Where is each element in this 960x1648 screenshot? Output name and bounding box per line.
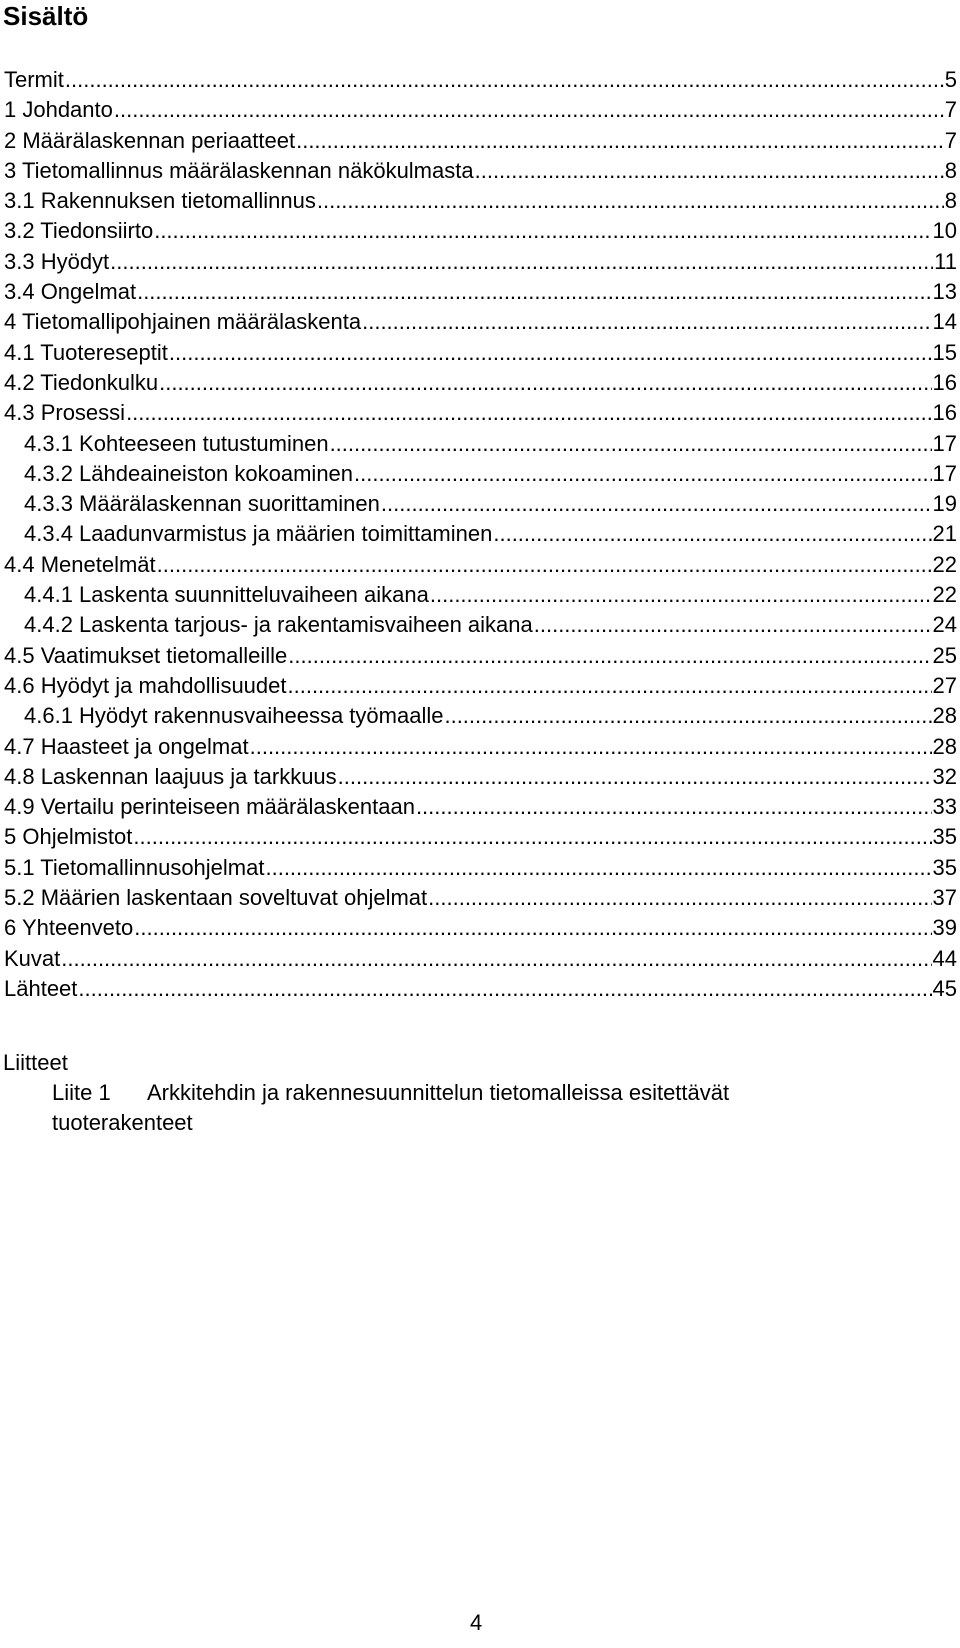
toc-leader-dots bbox=[265, 853, 931, 883]
toc-leader-dots bbox=[137, 277, 931, 307]
toc-entry[interactable] bbox=[4, 65, 957, 95]
appendix-text: Arkkitehdin ja rakennesuunnittelun tietomalleissa esitettävät bbox=[147, 1080, 730, 1105]
toc-leader-dots bbox=[338, 762, 932, 792]
toc-entry-label: 5.1 Tietomallinnusohjelmat bbox=[4, 854, 265, 880]
toc-entry-label: 4.4.1 Laskenta suunnitteluvaiheen aikana bbox=[24, 582, 429, 608]
toc-leader-dots bbox=[430, 580, 932, 610]
toc-leader-dots bbox=[534, 610, 932, 640]
toc-entry-page: 19 bbox=[932, 491, 957, 517]
toc-entry[interactable] bbox=[4, 580, 957, 610]
toc-entry-label: 4 Tietomallipohjainen määrälaskenta bbox=[4, 309, 362, 335]
page-number: 4 bbox=[470, 1610, 483, 1635]
toc-entry-page: 7 bbox=[944, 97, 957, 123]
toc-entry[interactable] bbox=[4, 913, 957, 943]
toc-entry[interactable] bbox=[4, 974, 957, 1004]
toc-entry[interactable] bbox=[4, 489, 957, 519]
toc-entry-page: 17 bbox=[932, 430, 957, 456]
toc-entry-page: 28 bbox=[932, 703, 957, 729]
appendix-item bbox=[52, 1078, 872, 1138]
toc-entry-page: 35 bbox=[932, 824, 957, 850]
toc-entry-label: 1 Johdanto bbox=[4, 97, 113, 123]
toc-entry-label: 4.4.2 Laskenta tarjous- ja rakentamisvaiheen aikana bbox=[24, 612, 533, 638]
toc-entry-page: 7 bbox=[944, 127, 957, 153]
toc-leader-dots bbox=[250, 732, 932, 762]
toc-entry[interactable] bbox=[4, 853, 957, 883]
toc-leader-dots bbox=[133, 822, 931, 852]
toc-entry-page: 14 bbox=[932, 309, 957, 335]
toc-entry-page: 8 bbox=[944, 188, 957, 214]
toc-entry[interactable] bbox=[4, 126, 957, 156]
toc-entry-page: 39 bbox=[932, 915, 957, 941]
toc-entry-page: 27 bbox=[932, 672, 957, 698]
toc-entry[interactable] bbox=[4, 822, 957, 852]
toc-entry[interactable] bbox=[4, 519, 957, 549]
toc-entry-page: 22 bbox=[932, 551, 957, 577]
toc-heading: Sisältö bbox=[3, 1, 89, 31]
toc-entry-label: 4.6 Hyödyt ja mahdollisuudet bbox=[4, 672, 287, 698]
toc-entry-label: 4.3.1 Kohteeseen tutustuminen bbox=[24, 430, 329, 456]
toc-entry-label: 6 Yhteenveto bbox=[4, 915, 134, 941]
toc-leader-dots bbox=[288, 641, 931, 671]
toc-entry-label: 4.8 Laskennan laajuus ja tarkkuus bbox=[4, 763, 337, 789]
toc-entry-label: 4.3.3 Määrälaskennan suorittaminen bbox=[24, 491, 380, 517]
toc-entry[interactable] bbox=[4, 247, 957, 277]
toc-leader-dots bbox=[65, 65, 944, 95]
toc-entry-label: 4.1 Tuotereseptit bbox=[4, 339, 168, 365]
table-of-contents bbox=[4, 65, 957, 1004]
toc-leader-dots bbox=[114, 95, 944, 125]
toc-entry[interactable] bbox=[4, 216, 957, 246]
toc-entry[interactable] bbox=[4, 883, 957, 913]
toc-entry-label: 2 Määrälaskennan periaatteet bbox=[4, 127, 296, 153]
toc-leader-dots bbox=[493, 519, 931, 549]
toc-leader-dots bbox=[78, 974, 931, 1004]
toc-entry-label: Kuvat bbox=[4, 945, 61, 971]
toc-entry-label: Lähteet bbox=[4, 975, 78, 1001]
toc-leader-dots bbox=[416, 792, 932, 822]
toc-entry[interactable] bbox=[4, 792, 957, 822]
toc-leader-dots bbox=[169, 338, 932, 368]
toc-entry-page: 5 bbox=[944, 67, 957, 92]
toc-entry-page: 44 bbox=[932, 945, 957, 971]
toc-leader-dots bbox=[288, 671, 932, 701]
toc-leader-dots bbox=[110, 247, 933, 277]
toc-entry[interactable] bbox=[4, 762, 957, 792]
toc-leader-dots bbox=[428, 883, 931, 913]
toc-entry[interactable] bbox=[4, 398, 957, 428]
appendix-text-continued: tuoterakenteet bbox=[52, 1110, 193, 1135]
toc-entry[interactable] bbox=[4, 338, 957, 368]
toc-leader-dots bbox=[444, 701, 931, 731]
toc-entry-label: 3.4 Ongelmat bbox=[4, 279, 137, 305]
toc-entry-label: 4.4 Menetelmät bbox=[4, 551, 156, 577]
toc-entry-page: 16 bbox=[932, 400, 957, 426]
toc-entry-label: 5 Ohjelmistot bbox=[4, 824, 133, 850]
toc-entry[interactable] bbox=[4, 95, 957, 125]
toc-entry-page: 21 bbox=[932, 521, 957, 547]
appendices-heading: Liitteet bbox=[3, 1050, 68, 1075]
toc-entry[interactable] bbox=[4, 641, 957, 671]
toc-entry[interactable] bbox=[4, 429, 957, 459]
toc-entry[interactable] bbox=[4, 671, 957, 701]
toc-entry-label: 3 Tietomallinnus määrälaskennan näkökulmasta bbox=[4, 157, 474, 183]
toc-entry-page: 37 bbox=[932, 885, 957, 911]
toc-entry-label: Termit bbox=[4, 67, 64, 92]
toc-leader-dots bbox=[159, 368, 931, 398]
toc-entry-page: 32 bbox=[932, 763, 957, 789]
toc-entry-page: 35 bbox=[932, 854, 957, 880]
toc-entry[interactable] bbox=[4, 186, 957, 216]
toc-entry-page: 24 bbox=[932, 612, 957, 638]
toc-entry-label: 4.3.2 Lähdeaineiston kokoaminen bbox=[24, 460, 354, 486]
toc-leader-dots bbox=[134, 913, 931, 943]
toc-entry[interactable] bbox=[4, 307, 957, 337]
toc-entry[interactable] bbox=[4, 277, 957, 307]
toc-leader-dots bbox=[61, 944, 931, 974]
toc-entry-page: 11 bbox=[934, 248, 957, 274]
toc-leader-dots bbox=[154, 216, 931, 246]
toc-entry-label: 3.3 Hyödyt bbox=[4, 248, 110, 274]
toc-leader-dots bbox=[354, 459, 931, 489]
toc-leader-dots bbox=[126, 398, 931, 428]
toc-entry-page: 16 bbox=[932, 369, 957, 395]
toc-entry-label: 4.3.4 Laadunvarmistus ja määrien toimittaminen bbox=[24, 521, 493, 547]
toc-entry[interactable] bbox=[4, 459, 957, 489]
toc-entry-label: 5.2 Määrien laskentaan soveltuvat ohjelmat bbox=[4, 885, 428, 911]
appendix-id: Liite 1 bbox=[52, 1080, 111, 1105]
toc-entry-label: 4.7 Haasteet ja ongelmat bbox=[4, 733, 249, 759]
toc-entry-page: 25 bbox=[932, 642, 957, 668]
toc-leader-dots bbox=[296, 126, 944, 156]
toc-entry-page: 8 bbox=[944, 157, 957, 183]
toc-entry-label: 4.3 Prosessi bbox=[4, 400, 126, 426]
toc-leader-dots bbox=[475, 156, 944, 186]
toc-entry-label: 4.9 Vertailu perinteiseen määrälaskentaan bbox=[4, 794, 415, 820]
toc-entry-page: 10 bbox=[932, 218, 957, 244]
toc-entry[interactable] bbox=[4, 368, 957, 398]
toc-leader-dots bbox=[362, 307, 931, 337]
toc-entry[interactable] bbox=[4, 944, 957, 974]
toc-entry-label: 4.2 Tiedonkulku bbox=[4, 369, 159, 395]
toc-leader-dots bbox=[381, 489, 932, 519]
toc-entry-page: 45 bbox=[932, 975, 957, 1001]
toc-leader-dots bbox=[330, 429, 932, 459]
toc-entry-label: 4.5 Vaatimukset tietomalleille bbox=[4, 642, 288, 668]
toc-entry-page: 28 bbox=[932, 733, 957, 759]
toc-entry-page: 15 bbox=[932, 339, 957, 365]
toc-entry[interactable] bbox=[4, 732, 957, 762]
toc-leader-dots bbox=[317, 186, 944, 216]
toc-entry-label: 3.1 Rakennuksen tietomallinnus bbox=[4, 188, 316, 214]
toc-entry[interactable] bbox=[4, 701, 957, 731]
toc-entry-label: 4.6.1 Hyödyt rakennusvaiheessa työmaalle bbox=[24, 703, 444, 729]
toc-entry-page: 22 bbox=[932, 582, 957, 608]
toc-entry[interactable] bbox=[4, 156, 957, 186]
toc-entry-page: 13 bbox=[932, 279, 957, 305]
toc-entry[interactable] bbox=[4, 610, 957, 640]
toc-entry[interactable] bbox=[4, 550, 957, 580]
toc-entry-label: 3.2 Tiedonsiirto bbox=[4, 218, 154, 244]
toc-entry-page: 33 bbox=[932, 794, 957, 820]
toc-leader-dots bbox=[157, 550, 932, 580]
toc-entry-page: 17 bbox=[932, 460, 957, 486]
